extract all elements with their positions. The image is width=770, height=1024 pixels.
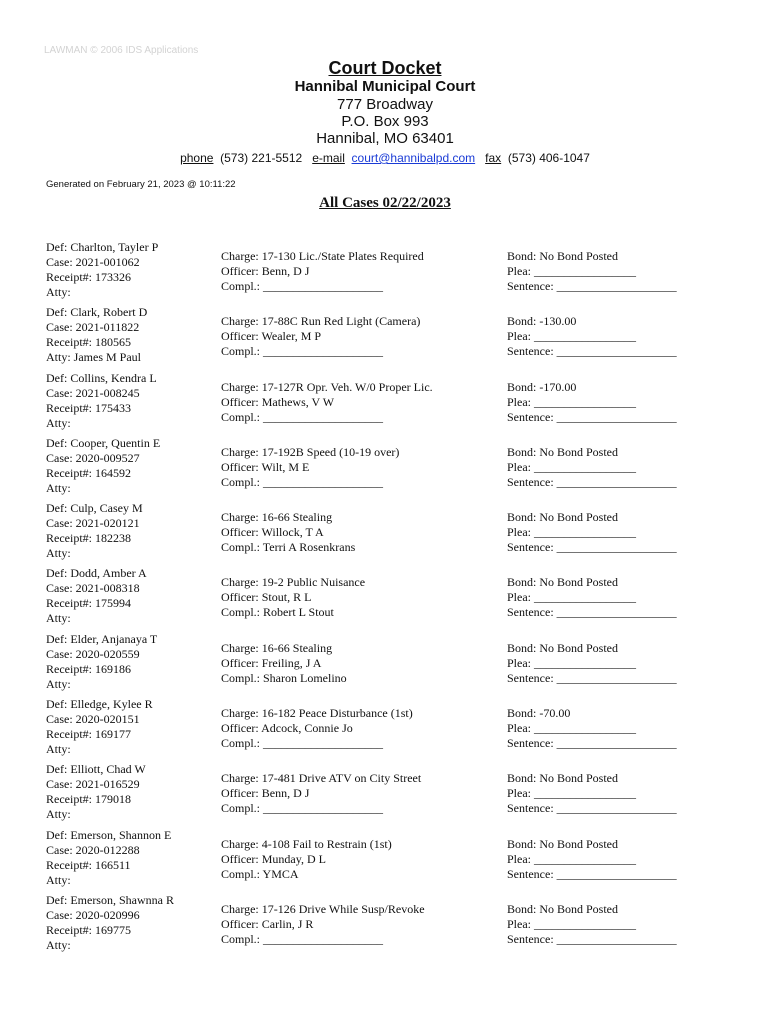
charge-info xyxy=(221,902,425,947)
defendant-info xyxy=(46,697,153,757)
case-entry xyxy=(0,828,770,893)
case-entry xyxy=(0,501,770,566)
disposition-info xyxy=(507,641,677,686)
officer: Officer: Munday, D L xyxy=(221,851,326,866)
email-link[interactable]: court@hannibalpd.com xyxy=(351,151,476,165)
complainant: Compl.: YMCA xyxy=(221,866,299,881)
phone-number: (573) 221-5512 xyxy=(220,151,303,165)
charge: Charge: 16-66 Stealing xyxy=(221,640,333,655)
officer: Officer: Wilt, M E xyxy=(221,459,310,474)
case-number: Case: 2021-016529 xyxy=(46,777,140,792)
complainant: Compl.: Robert L Stout xyxy=(221,605,334,620)
plea: Plea: _________________ xyxy=(507,590,636,605)
attorney: Atty: James M Paul xyxy=(46,350,141,365)
plea: Plea: _________________ xyxy=(507,655,636,670)
attorney: Atty: xyxy=(46,676,71,691)
charge-info xyxy=(221,380,433,425)
case-number: Case: 2020-012288 xyxy=(46,842,140,857)
bond: Bond: No Bond Posted xyxy=(507,771,619,786)
attorney: Atty: xyxy=(46,415,71,430)
disposition-info xyxy=(507,706,677,751)
address-line-3: Hannibal, MO 63401 xyxy=(316,130,454,147)
court-name: Hannibal Municipal Court xyxy=(294,78,476,95)
sentence: Sentence: ____________________ xyxy=(507,344,677,359)
receipt-number: Receipt#: 175994 xyxy=(46,596,131,611)
disposition-info xyxy=(507,510,677,555)
charge: Charge: 16-66 Stealing xyxy=(221,510,333,525)
address-line-2: P.O. Box 993 xyxy=(341,113,429,130)
disposition-info xyxy=(507,380,677,425)
defendant-info xyxy=(46,828,171,888)
complainant: Compl.: ____________________ xyxy=(221,279,384,293)
charge-info xyxy=(221,837,392,882)
officer: Officer: Carlin, J R xyxy=(221,916,314,931)
bond: Bond: No Bond Posted xyxy=(507,575,619,590)
charge: Charge: 17-88C Run Red Light (Camera) xyxy=(221,314,421,329)
defendant-name: Def: Elledge, Kylee R xyxy=(46,697,153,712)
defendant-info xyxy=(46,305,147,365)
disposition-info xyxy=(507,837,677,882)
case-entry xyxy=(0,632,770,697)
defendant-info xyxy=(46,371,157,431)
case-number: Case: 2021-008318 xyxy=(46,581,140,596)
sentence: Sentence: ____________________ xyxy=(507,931,677,946)
case-entry xyxy=(0,436,770,501)
case-entry xyxy=(0,566,770,631)
bond: Bond: -130.00 xyxy=(507,314,577,329)
case-number: Case: 2020-020151 xyxy=(46,712,140,727)
complainant: Compl.: Sharon Lomelino xyxy=(221,670,347,685)
plea: Plea: _________________ xyxy=(507,329,636,344)
bond: Bond: No Bond Posted xyxy=(507,510,619,525)
charge-info xyxy=(221,249,424,294)
defendant-info xyxy=(46,240,158,300)
case-entry xyxy=(0,240,770,305)
sentence: Sentence: ____________________ xyxy=(507,540,677,555)
charge-info xyxy=(221,575,365,620)
sentence: Sentence: ____________________ xyxy=(507,801,677,816)
plea: Plea: _________________ xyxy=(507,916,636,931)
plea: Plea: _________________ xyxy=(507,459,636,474)
sentence: Sentence: ____________________ xyxy=(507,409,677,424)
receipt-number: Receipt#: 179018 xyxy=(46,792,131,807)
phone-label: phone xyxy=(180,151,214,165)
defendant-name: Def: Cooper, Quentin E xyxy=(46,435,161,450)
plea: Plea: _________________ xyxy=(507,264,636,278)
defendant-name: Def: Culp, Casey M xyxy=(46,501,143,516)
charge: Charge: 17-126 Drive While Susp/Revoke xyxy=(221,901,425,916)
watermark: LAWMAN © 2006 IDS Applications xyxy=(44,45,199,56)
complainant: Compl.: Terri A Rosenkrans xyxy=(221,540,356,555)
defendant-name: Def: Elliott, Chad W xyxy=(46,762,146,777)
bond: Bond: No Bond Posted xyxy=(507,444,619,459)
case-entry xyxy=(0,893,770,958)
disposition-info xyxy=(507,314,677,359)
page-title: Court Docket xyxy=(328,58,442,78)
defendant-name: Def: Dodd, Amber A xyxy=(46,566,147,581)
defendant-name: Def: Charlton, Tayler P xyxy=(46,240,159,254)
plea: Plea: _________________ xyxy=(507,851,636,866)
charge: Charge: 4-108 Fail to Restrain (1st) xyxy=(221,836,392,851)
case-entry xyxy=(0,697,770,762)
bond: Bond: No Bond Posted xyxy=(507,901,619,916)
defendant-name: Def: Emerson, Shannon E xyxy=(46,827,172,842)
plea: Plea: _________________ xyxy=(507,525,636,540)
bond: Bond: No Bond Posted xyxy=(507,249,619,263)
receipt-number: Receipt#: 169186 xyxy=(46,661,131,676)
case-number: Case: 2020-020559 xyxy=(46,646,140,661)
complainant: Compl.: ____________________ xyxy=(221,736,384,751)
disposition-info xyxy=(507,445,677,490)
receipt-number: Receipt#: 180565 xyxy=(46,335,131,350)
plea: Plea: _________________ xyxy=(507,394,636,409)
charge-info xyxy=(221,706,413,751)
receipt-number: Receipt#: 164592 xyxy=(46,465,131,480)
case-number: Case: 2020-009527 xyxy=(46,450,140,465)
complainant: Compl.: ____________________ xyxy=(221,801,384,816)
attorney: Atty: xyxy=(46,872,71,887)
charge-info xyxy=(221,641,347,686)
receipt-number: Receipt#: 173326 xyxy=(46,270,131,284)
complainant: Compl.: ____________________ xyxy=(221,474,384,489)
case-entry xyxy=(0,762,770,827)
sentence: Sentence: ____________________ xyxy=(507,736,677,751)
case-number: Case: 2021-008245 xyxy=(46,385,140,400)
defendant-name: Def: Elder, Anjanaya T xyxy=(46,631,158,646)
disposition-info xyxy=(507,249,677,294)
attorney: Atty: xyxy=(46,546,71,561)
charge: Charge: 17-192B Speed (10-19 over) xyxy=(221,444,400,459)
sentence: Sentence: ____________________ xyxy=(507,605,677,620)
sentence: Sentence: ____________________ xyxy=(507,866,677,881)
case-number: Case: 2021-001062 xyxy=(46,255,140,269)
officer: Officer: Adcock, Connie Jo xyxy=(221,721,353,736)
sentence: Sentence: ____________________ xyxy=(507,670,677,685)
bond: Bond: -70.00 xyxy=(507,706,571,721)
defendant-info xyxy=(46,501,143,561)
officer: Officer: Freiling, J A xyxy=(221,655,322,670)
sentence: Sentence: ____________________ xyxy=(507,279,677,293)
charge: Charge: 17-481 Drive ATV on City Street xyxy=(221,771,422,786)
defendant-name: Def: Emerson, Shawnna R xyxy=(46,892,174,907)
bond: Bond: No Bond Posted xyxy=(507,640,619,655)
case-list xyxy=(0,240,770,958)
disposition-info xyxy=(507,771,677,816)
bond: Bond: -170.00 xyxy=(507,379,577,394)
generated-timestamp: Generated on February 21, 2023 @ 10:11:22 xyxy=(46,179,236,190)
receipt-number: Receipt#: 182238 xyxy=(46,531,131,546)
disposition-info xyxy=(507,902,677,947)
receipt-number: Receipt#: 175433 xyxy=(46,400,131,415)
defendant-info xyxy=(46,893,174,953)
case-entry xyxy=(0,371,770,436)
charge-info xyxy=(221,314,420,359)
plea: Plea: _________________ xyxy=(507,786,636,801)
case-number: Case: 2021-020121 xyxy=(46,516,140,531)
charge-info xyxy=(221,445,399,490)
charge: Charge: 17-130 Lic./State Plates Required xyxy=(221,249,424,263)
case-entry xyxy=(0,305,770,370)
attorney: Atty: xyxy=(46,937,71,952)
receipt-number: Receipt#: 166511 xyxy=(46,857,131,872)
attorney: Atty: xyxy=(46,807,71,822)
complainant: Compl.: ____________________ xyxy=(221,344,384,359)
contact-line xyxy=(0,150,770,166)
receipt-number: Receipt#: 169775 xyxy=(46,922,131,937)
charge: Charge: 17-127R Opr. Veh. W/0 Proper Lic. xyxy=(221,379,433,394)
complainant: Compl.: ____________________ xyxy=(221,931,384,946)
attorney: Atty: xyxy=(46,285,71,299)
address-line-1: 777 Broadway xyxy=(337,96,433,113)
charge: Charge: 19-2 Public Nuisance xyxy=(221,575,366,590)
case-number: Case: 2020-020996 xyxy=(46,907,140,922)
section-title: All Cases 02/22/2023 xyxy=(319,195,451,211)
complainant: Compl.: ____________________ xyxy=(221,409,384,424)
defendant-name: Def: Clark, Robert D xyxy=(46,305,148,320)
attorney: Atty: xyxy=(46,742,71,757)
fax-number: (573) 406-1047 xyxy=(507,151,590,165)
officer: Officer: Stout, R L xyxy=(221,590,312,605)
fax-label: fax xyxy=(485,151,502,165)
officer: Officer: Mathews, V W xyxy=(221,394,335,409)
officer: Officer: Benn, D J xyxy=(221,264,310,278)
docket-header xyxy=(0,58,770,166)
receipt-number: Receipt#: 169177 xyxy=(46,727,131,742)
plea: Plea: _________________ xyxy=(507,721,636,736)
disposition-info xyxy=(507,575,677,620)
charge-info xyxy=(221,510,355,555)
defendant-name: Def: Collins, Kendra L xyxy=(46,370,157,385)
bond: Bond: No Bond Posted xyxy=(507,836,619,851)
attorney: Atty: xyxy=(46,611,71,626)
sentence: Sentence: ____________________ xyxy=(507,474,677,489)
officer: Officer: Benn, D J xyxy=(221,786,310,801)
charge: Charge: 16-182 Peace Disturbance (1st) xyxy=(221,706,413,721)
case-number: Case: 2021-011822 xyxy=(46,320,140,335)
officer: Officer: Willock, T A xyxy=(221,525,324,540)
charge-info xyxy=(221,771,421,816)
defendant-info xyxy=(46,436,160,496)
email-label: e-mail xyxy=(312,151,345,165)
officer: Officer: Wealer, M P xyxy=(221,329,322,344)
defendant-info xyxy=(46,566,147,626)
defendant-info xyxy=(46,762,146,822)
defendant-info xyxy=(46,632,157,692)
attorney: Atty: xyxy=(46,480,71,495)
